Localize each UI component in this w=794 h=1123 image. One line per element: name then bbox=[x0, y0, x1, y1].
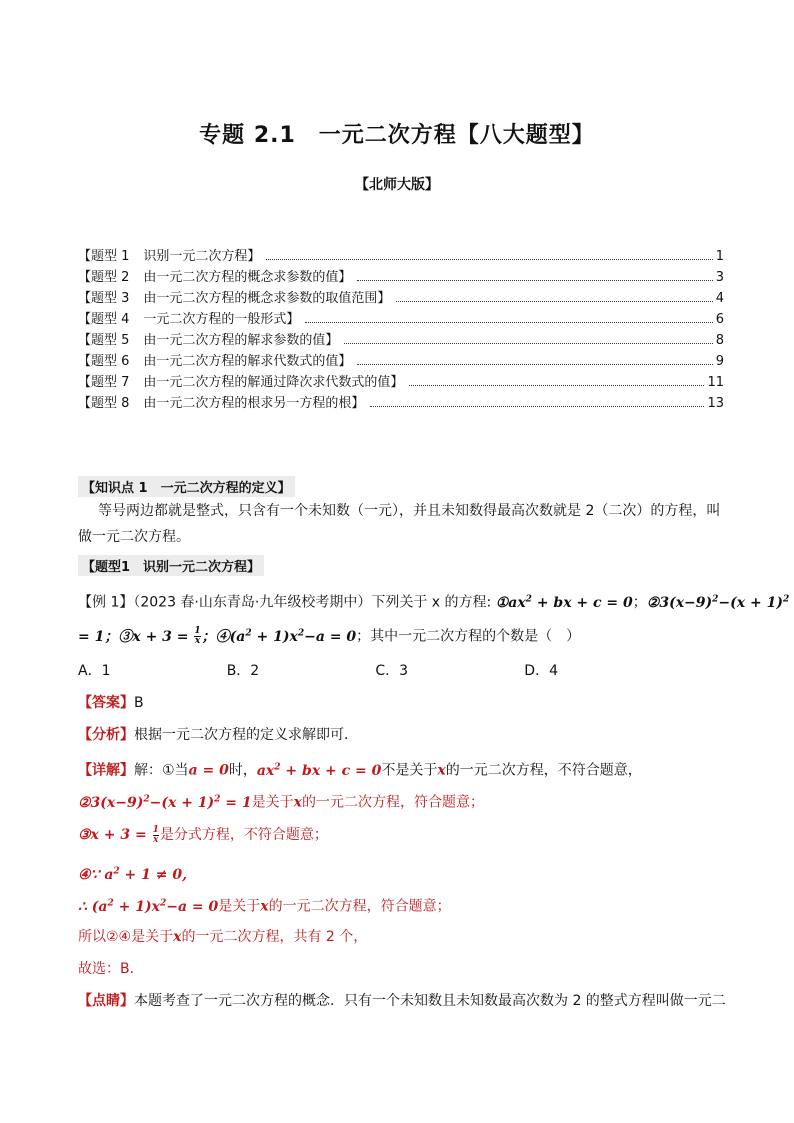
toc-page: 8 bbox=[715, 333, 724, 348]
knowledge-text-2: 做一元二次方程。 bbox=[78, 529, 190, 545]
toc-dots bbox=[357, 280, 712, 281]
toc-tag: 【题型 1 bbox=[78, 249, 130, 264]
toc-tag: 【题型 6 bbox=[78, 354, 130, 369]
analysis-line: 【分析】根据一元二次方程的定义求解即可． bbox=[78, 727, 358, 743]
toc-label: 识别一元二次方程】 bbox=[143, 249, 261, 264]
option-b: B．2 bbox=[226, 663, 260, 679]
toc-dots bbox=[409, 385, 704, 386]
toc-tag: 【题型 8 bbox=[78, 396, 130, 411]
knowledge-heading: 【知识点 1 一元二次方程的定义】 bbox=[78, 476, 295, 497]
toc-page: 1 bbox=[715, 249, 724, 264]
detail-line-4: ④∵ $a^2 + 1 \ne 0$, bbox=[78, 866, 187, 883]
option-d: D．4 bbox=[524, 663, 558, 679]
toc-dots bbox=[266, 259, 712, 260]
toc-page: 4 bbox=[715, 291, 724, 306]
option-c: C．3 bbox=[375, 663, 409, 679]
toc-tag: 【题型 4 bbox=[78, 312, 130, 327]
toc-tag: 【题型 3 bbox=[78, 291, 130, 306]
toc-row[interactable] bbox=[78, 288, 724, 309]
example-question-line1: 【例 1】（2023 春·山东青岛·九年级校考期中）下列关于 x 的方程: $①ax^2$ + bx + c = 0；$②3(x-9)^2-(x + 1)^2$ bbox=[78, 594, 790, 611]
example-question-line2: = 1；③x + 3 = $\frac{1}{x}$ ；$④(a^2 + 1)x^2-a = 0$；其中一元二次方程的个数是（ ） bbox=[78, 626, 581, 647]
toc-dots bbox=[344, 343, 712, 344]
detail-line-1: 【详解】解：①当a = 0时，$ax^2$ + bx + c = 0不是关于x的一元二次方程，不符合题意， bbox=[78, 762, 642, 779]
toc-dots bbox=[357, 364, 712, 365]
toc-page: 13 bbox=[707, 396, 724, 411]
detail-line-7: 故选：B． bbox=[78, 961, 144, 977]
detail-line-2: $②3(x-9)^2-(x + 1)^2 = 1$是关于x的一元二次方程，符合题意； bbox=[78, 794, 485, 811]
comment-line: 【点睛】本题考查了一元二次方程的概念．只有一个未知数且未知数最高次数为 2 的整式方程叫做一元二 bbox=[78, 993, 726, 1009]
toc-dots bbox=[396, 301, 712, 302]
detail-line-5: ∴ $(a^2 + 1)x^2-a = 0$是关于x的一元二次方程，符合题意； bbox=[78, 898, 451, 915]
toc-label: 由一元二次方程的解求代数式的值】 bbox=[143, 354, 352, 369]
toc-label: 由一元二次方程的根求另一方程的根】 bbox=[143, 396, 365, 411]
toc-tag: 【题型 2 bbox=[78, 270, 130, 285]
toc-row[interactable] bbox=[78, 267, 724, 288]
toc-row[interactable] bbox=[78, 351, 724, 372]
toc-row[interactable] bbox=[78, 372, 724, 393]
toc-row[interactable] bbox=[78, 246, 724, 267]
toc-dots bbox=[370, 406, 704, 407]
toc-page: 11 bbox=[707, 375, 724, 390]
toc-label: 由一元二次方程的解通过降次求代数式的值】 bbox=[143, 375, 404, 390]
toc-label: 由一元二次方程的概念求参数的值】 bbox=[143, 270, 352, 285]
toc-row[interactable] bbox=[78, 309, 724, 330]
option-a: A．1 bbox=[78, 663, 111, 679]
toc-page: 9 bbox=[715, 354, 724, 369]
example-options bbox=[78, 658, 558, 684]
toc-page: 3 bbox=[715, 270, 724, 285]
toc-label: 由一元二次方程的解求参数的值】 bbox=[143, 333, 339, 348]
toc-label: 由一元二次方程的概念求参数的取值范围】 bbox=[143, 291, 391, 306]
toc-label: 一元二次方程的一般形式】 bbox=[143, 312, 300, 327]
toc-page: 6 bbox=[715, 312, 724, 327]
detail-line-6: 所以②④是关于x的一元二次方程，共有 2 个， bbox=[78, 929, 368, 945]
type1-heading: 【题型1 识别一元二次方程】 bbox=[78, 555, 264, 576]
toc-tag: 【题型 7 bbox=[78, 375, 130, 390]
answer-line: 【答案】B bbox=[78, 695, 144, 711]
toc-dots bbox=[305, 322, 712, 323]
page-title: 专题 2.1 一元二次方程【八大题型】 bbox=[199, 123, 595, 148]
toc-row[interactable] bbox=[78, 330, 724, 351]
knowledge-text-1: 等号两边都就是整式，只含有一个未知数（一元），并且未知数得最高次数就是 2（二次）的方程，叫 bbox=[98, 503, 721, 519]
toc-tag: 【题型 5 bbox=[78, 333, 130, 348]
table-of-contents bbox=[78, 246, 724, 414]
detail-line-3: ③x + 3 = $\frac{1}{x}$ 是分式方程，不符合题意； bbox=[78, 824, 328, 845]
edition-label: 【北师大版】 bbox=[355, 177, 439, 193]
toc-row[interactable] bbox=[78, 393, 724, 414]
